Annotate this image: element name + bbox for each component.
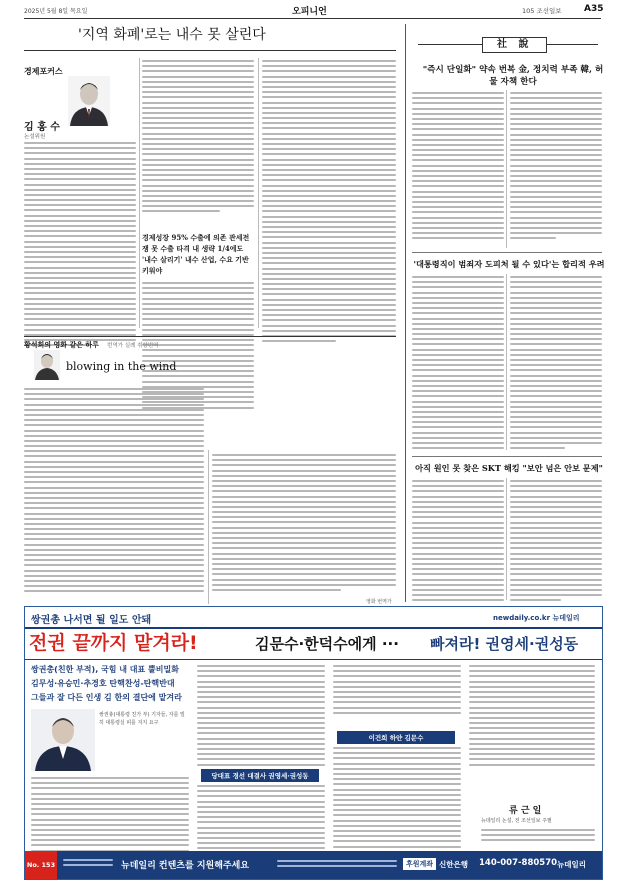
main-divider xyxy=(405,24,406,602)
header-date: 2025년 5월 8일 목요일 xyxy=(24,8,88,15)
ad-footer-logo: 뉴데일리 xyxy=(557,860,586,869)
editorial-2-divider xyxy=(506,274,507,450)
ad-photo xyxy=(31,709,95,771)
author-photo xyxy=(68,76,110,126)
header-page-no: A35 xyxy=(584,4,604,14)
ad-fine-print xyxy=(481,829,595,841)
column-label: 경제포커스 xyxy=(24,67,63,76)
author-name: 김 홍 수 xyxy=(24,122,60,133)
ad-sub-3: 그들과 잘 다든 인생 김 한의 결단에 맡겨라 xyxy=(31,693,182,702)
editorial-3-body-a xyxy=(412,480,504,601)
editorial-headline-2: '대통령직이 범죄자 도피처 될 수 있다'는 합리적 우려 xyxy=(413,259,605,269)
left-col1-body-top xyxy=(24,142,136,346)
editorial-label: 社 說 xyxy=(482,37,547,53)
left-col2-body-top xyxy=(142,60,254,212)
editorial-rule-3 xyxy=(412,456,602,457)
column2-title: blowing in the wind xyxy=(66,360,177,373)
editorial-2-body-b xyxy=(510,276,602,449)
left-col3-body xyxy=(262,60,396,342)
editorial-headline-1: "즉시 단일화" 약속 번복 金, 정치력 부족 韓, 허물 자책 한다 xyxy=(422,65,604,87)
left-col-divider-1 xyxy=(139,58,140,328)
column2-body-mid xyxy=(212,454,396,591)
ad-headline-c: 빠져라! 권영세·권성동 xyxy=(430,635,579,653)
editorial-3-divider xyxy=(506,478,507,600)
ad-caption: 쌍권총(대통령 친가 부) 기자들, 자를 빌히 대통령실 피를 지지 요구 xyxy=(99,712,185,726)
column2-photo xyxy=(34,350,60,380)
ad-bank-label: 후원계좌 xyxy=(403,858,436,870)
header-paper-info: 105 조선일보 xyxy=(522,7,562,15)
ad-footer-tagline: 뉴데일리 컨텐츠를 지원해주세요 xyxy=(121,861,249,871)
ad-body-col2-bottom xyxy=(197,785,325,854)
ad-body-col4 xyxy=(469,665,595,766)
ad-footer-small xyxy=(63,859,113,866)
ad-bank-name: 신한은행 xyxy=(439,860,468,869)
ad-body-col1 xyxy=(31,777,189,852)
column2-label xyxy=(24,340,159,350)
header-section: 오피니언 xyxy=(292,7,327,17)
column2-sub-text: 번역가 실례 취향번역 xyxy=(107,343,159,349)
ad-signer: 류 근 일 xyxy=(509,806,542,816)
column2-end: 영화 번역가 xyxy=(366,599,392,605)
left-headline-rule xyxy=(24,50,396,51)
ad-body-col3-bottom xyxy=(333,747,461,848)
ad-container xyxy=(24,606,603,880)
page-header xyxy=(24,4,604,19)
editorial-1-divider xyxy=(506,90,507,248)
left-headline: '지역 화폐'로는 내수 못 살린다 xyxy=(78,27,266,43)
editorial-2-body-a xyxy=(412,276,504,449)
ad-headline-a: 전권 끝까지 맡겨라! xyxy=(29,632,198,654)
ad-sub-1: 쌍권총(친한 부적), 국힘 내 대표 뿔비밀화 xyxy=(31,665,179,674)
editorial-headline-3: 아직 원인 못 찾은 SKT 해킹 "보안 넘은 안보 문제" xyxy=(415,463,603,473)
ad-body-col3-top xyxy=(333,665,461,714)
left-subhead: 경제성장 95% 수출에 의존 관세전쟁 못 수출 타격 내 생략 1/4에도 '내수 살리기' 내수 산업, 수요 기반 키워야 xyxy=(142,233,250,275)
ad-box-mid-2: 이건희 하얀 김문수 xyxy=(337,731,455,744)
column2-body-left xyxy=(24,388,204,592)
ad-footer-desc xyxy=(277,860,397,867)
editorial-3-body-b xyxy=(510,480,602,601)
ad-top-left: 쌍권총 나서면 될 일도 안돼 xyxy=(31,615,152,626)
ad-body-col2-top xyxy=(197,665,325,766)
ad-footer-no: No. 153 xyxy=(25,851,57,879)
ad-sub-2: 김무성·유승민·추경호 탄핵찬성-탄핵반대 xyxy=(31,679,175,688)
ad-logo: newdaily.co.kr 뉴데일리 xyxy=(493,614,580,622)
editorial-1-body-b xyxy=(510,92,602,239)
editorial-1-body-a xyxy=(412,92,504,239)
author-title: 논설위원 xyxy=(24,134,46,140)
ad-account: 140-007-880570 xyxy=(479,858,558,868)
left-col-divider-2 xyxy=(258,58,259,328)
ad-headline-rule xyxy=(25,659,602,660)
ad-footer xyxy=(25,851,602,879)
column2-label-text: 황석희의 영화 같은 하루 xyxy=(24,341,99,349)
ad-signer-title: 뉴데일리 논설, 전 조선일보 주필 xyxy=(481,818,552,824)
column2-divider xyxy=(208,450,209,604)
column2-top-rule xyxy=(24,336,396,337)
ad-box-mid-1: 당대표 경선 대결사 권영세·권성동 xyxy=(201,769,319,782)
editorial-rule-2 xyxy=(412,252,602,253)
ad-headline-b: 김문수·한덕수에게 ··· xyxy=(255,635,399,653)
